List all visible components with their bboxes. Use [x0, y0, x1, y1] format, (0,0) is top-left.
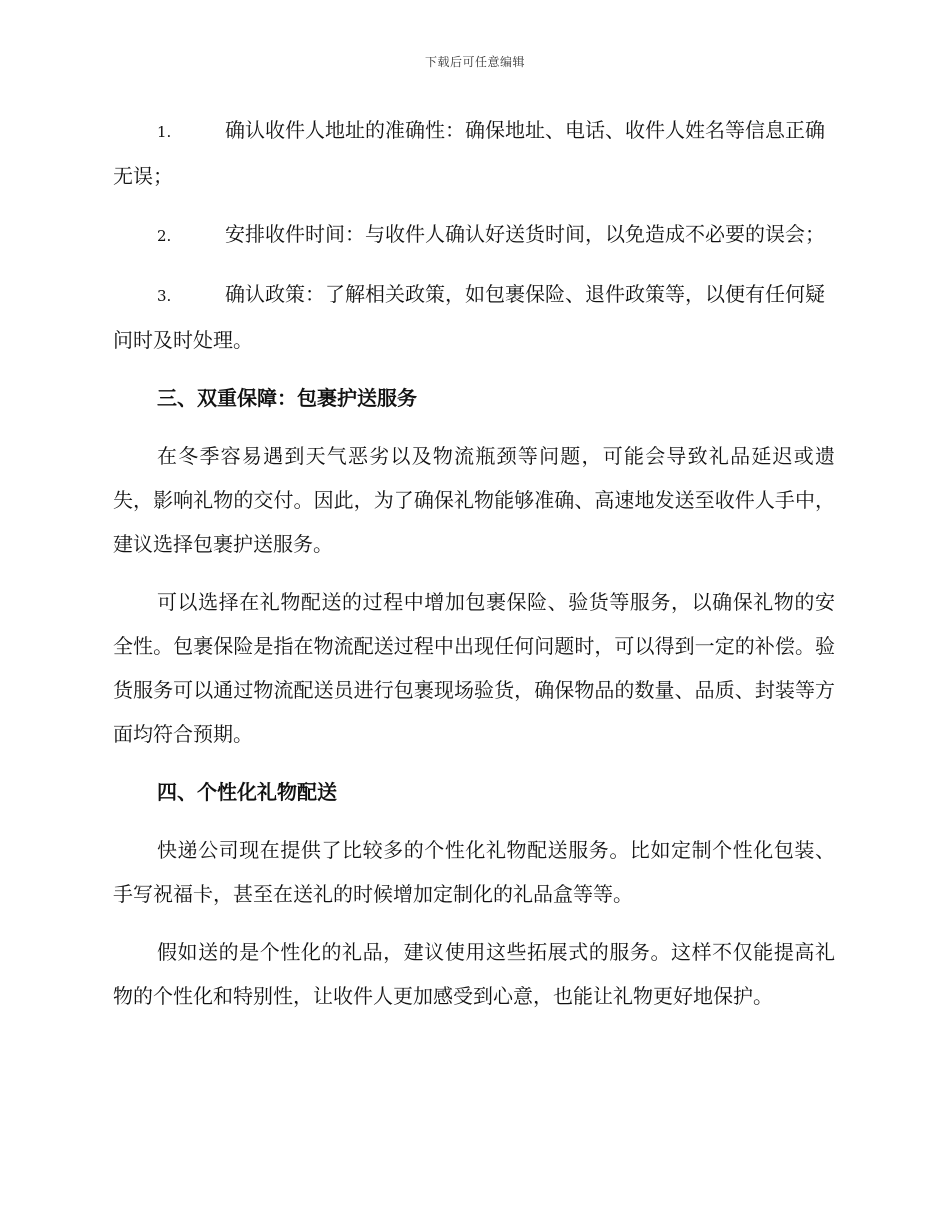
list-item-number: 3.	[157, 287, 172, 305]
page-header: 下载后可任意编辑	[424, 55, 525, 69]
list-item-number: 2.	[157, 227, 172, 245]
paragraph: 假如送的是个性化的礼品，建议使用这些拓展式的服务。这样不仅能提高礼物的个性化和特别性，让收件人更加感受到心意，也能让礼物更好地保护。	[113, 940, 835, 1008]
document-body	[113, 108, 835, 1032]
paragraph: 快递公司现在提供了比较多的个性化礼物配送服务。比如定制个性化包装、手写祝福卡，甚至在送礼的时候增加定制化的礼品盒等等。	[113, 838, 835, 906]
section-heading: 三、双重保障：包裹护送服务	[157, 386, 417, 410]
list-item-text: 确认收件人地址的准确性：确保地址、电话、收件人姓名等信息正确无误；	[113, 118, 825, 188]
list-item-number: 1.	[157, 123, 172, 141]
list-item	[113, 108, 835, 198]
list-item-text: 安排收件时间：与收件人确认好送货时间，以免造成不必要的误会；	[225, 222, 825, 246]
paragraph: 在冬季容易遇到天气恶劣以及物流瓶颈等问题，可能会导致礼品延迟或遗失，影响礼物的交付。因此，为了确保礼物能够准确、高速地发送至收件人手中，建议选择包裹护送服务。	[113, 444, 835, 556]
section-heading: 四、个性化礼物配送	[157, 780, 337, 804]
paragraph: 可以选择在礼物配送的过程中增加包裹保险、验货等服务，以确保礼物的安全性。包裹保险是指在物流配送过程中出现任何问题时，可以得到一定的补偿。验货服务可以通过物流配送员进行包裹现场验货，确保物品的数量、品质、封装等方面均符合预期。	[113, 590, 835, 746]
list-item	[113, 272, 835, 362]
list-item-text: 确认政策：了解相关政策，如包裹保险、退件政策等，以便有任何疑问时及时处理。	[113, 282, 825, 352]
list-item	[113, 212, 835, 258]
